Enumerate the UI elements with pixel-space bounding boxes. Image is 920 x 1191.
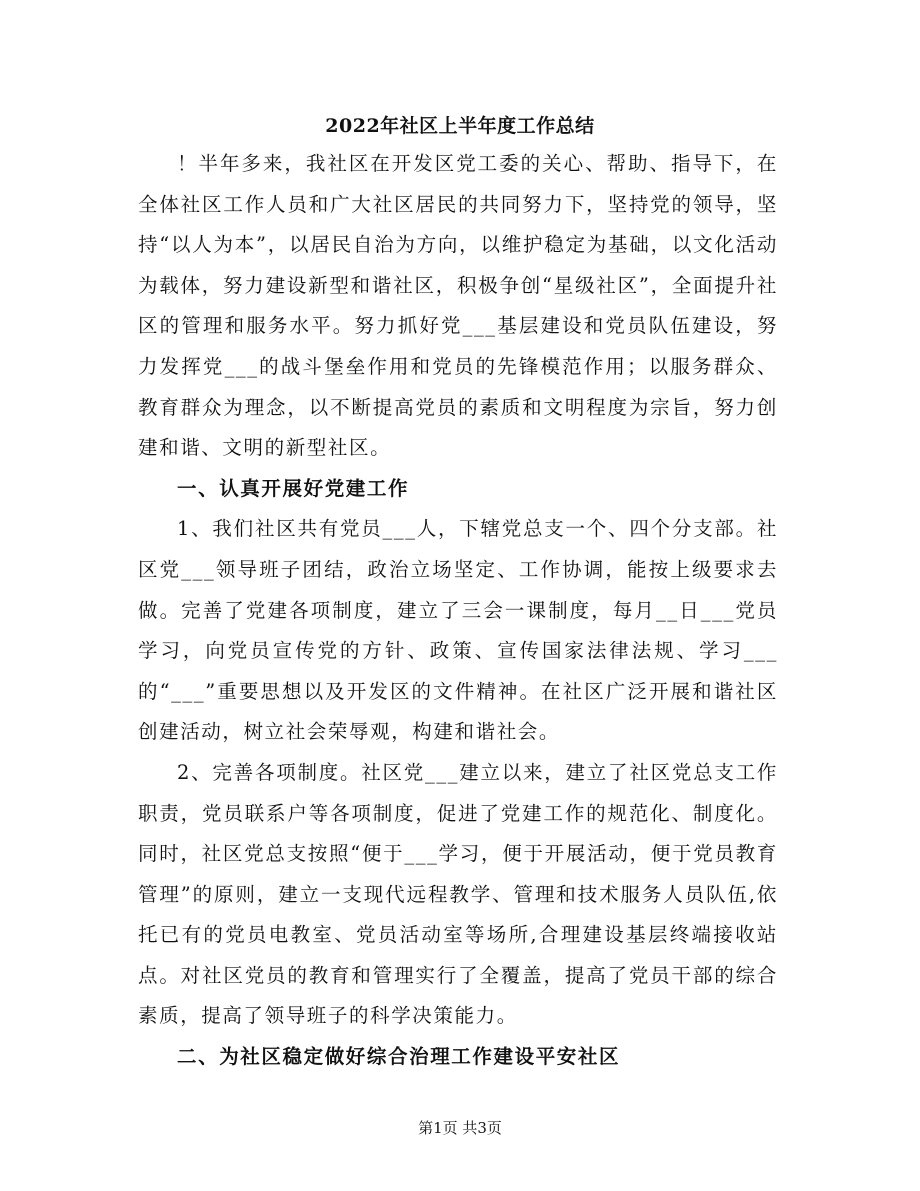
page-title: 2022年社区上半年度工作总结 (325, 115, 595, 137)
section-heading-2: 二、为社区稳定做好综合治理工作建设平安社区 (177, 1045, 621, 1069)
intro-paragraph: ！半年多来，我社区在开发区党工委的关心、帮助、指导下，在全体社区工作人员和广大社区居民的共同努力下，坚持党的领导，坚持“以人为本”，以居民自治为方向，以维护稳定为基础，以文化活动为载体，努力建设新型和谐社区，积极争创“星级社区”，全面提升社区的管理和服务水平。努力抓好党___基层建设和党员队伍建设，努力发挥党___的战斗堡垒作用和党员的先锋模范作用；以服务群众、教育群众为理念，以不断提高党员的素质和文明程度为宗旨，努力创建和谐、文明的新型社区。 (138, 152, 778, 460)
page-indicator: 第1页 共3页 (418, 1119, 502, 1137)
body-paragraph: 2、完善各项制度。社区党___建立以来，建立了社区党总支工作职责，党员联系户等各项制度，促进了党建工作的规范化、制度化。同时，社区党总支按照“便于___学习，便于开展活动，便于党员教育管理”的原则，建立一支现代远程教学、管理和技术服务人员队伍,依托已有的党员电教室、党员活动室等场所,合理建设基层终端接收站点。对社区党员的教育和管理实行了全覆盖，提高了党员干部的综合素质，提高了领导班子的科学决策能力。 (138, 760, 778, 1028)
document-body (138, 144, 778, 1078)
section-heading-1: 一、认真开展好党建工作 (177, 476, 410, 500)
body-paragraph: 1、我们社区共有党员___人，下辖党总支一个、四个分支部。社区党___领导班子团结，政治立场坚定、工作协调，能按上级要求去做。完善了党建各项制度，建立了三会一课制度，每月__日___党员学习，向党员宣传党的方针、政策、宣传国家法律法规、学习___的“___”重要思想以及开发区的文件精神。在社区广泛开展和谐社区创建活动，树立社会荣辱观，构建和谐社会。 (138, 517, 778, 744)
